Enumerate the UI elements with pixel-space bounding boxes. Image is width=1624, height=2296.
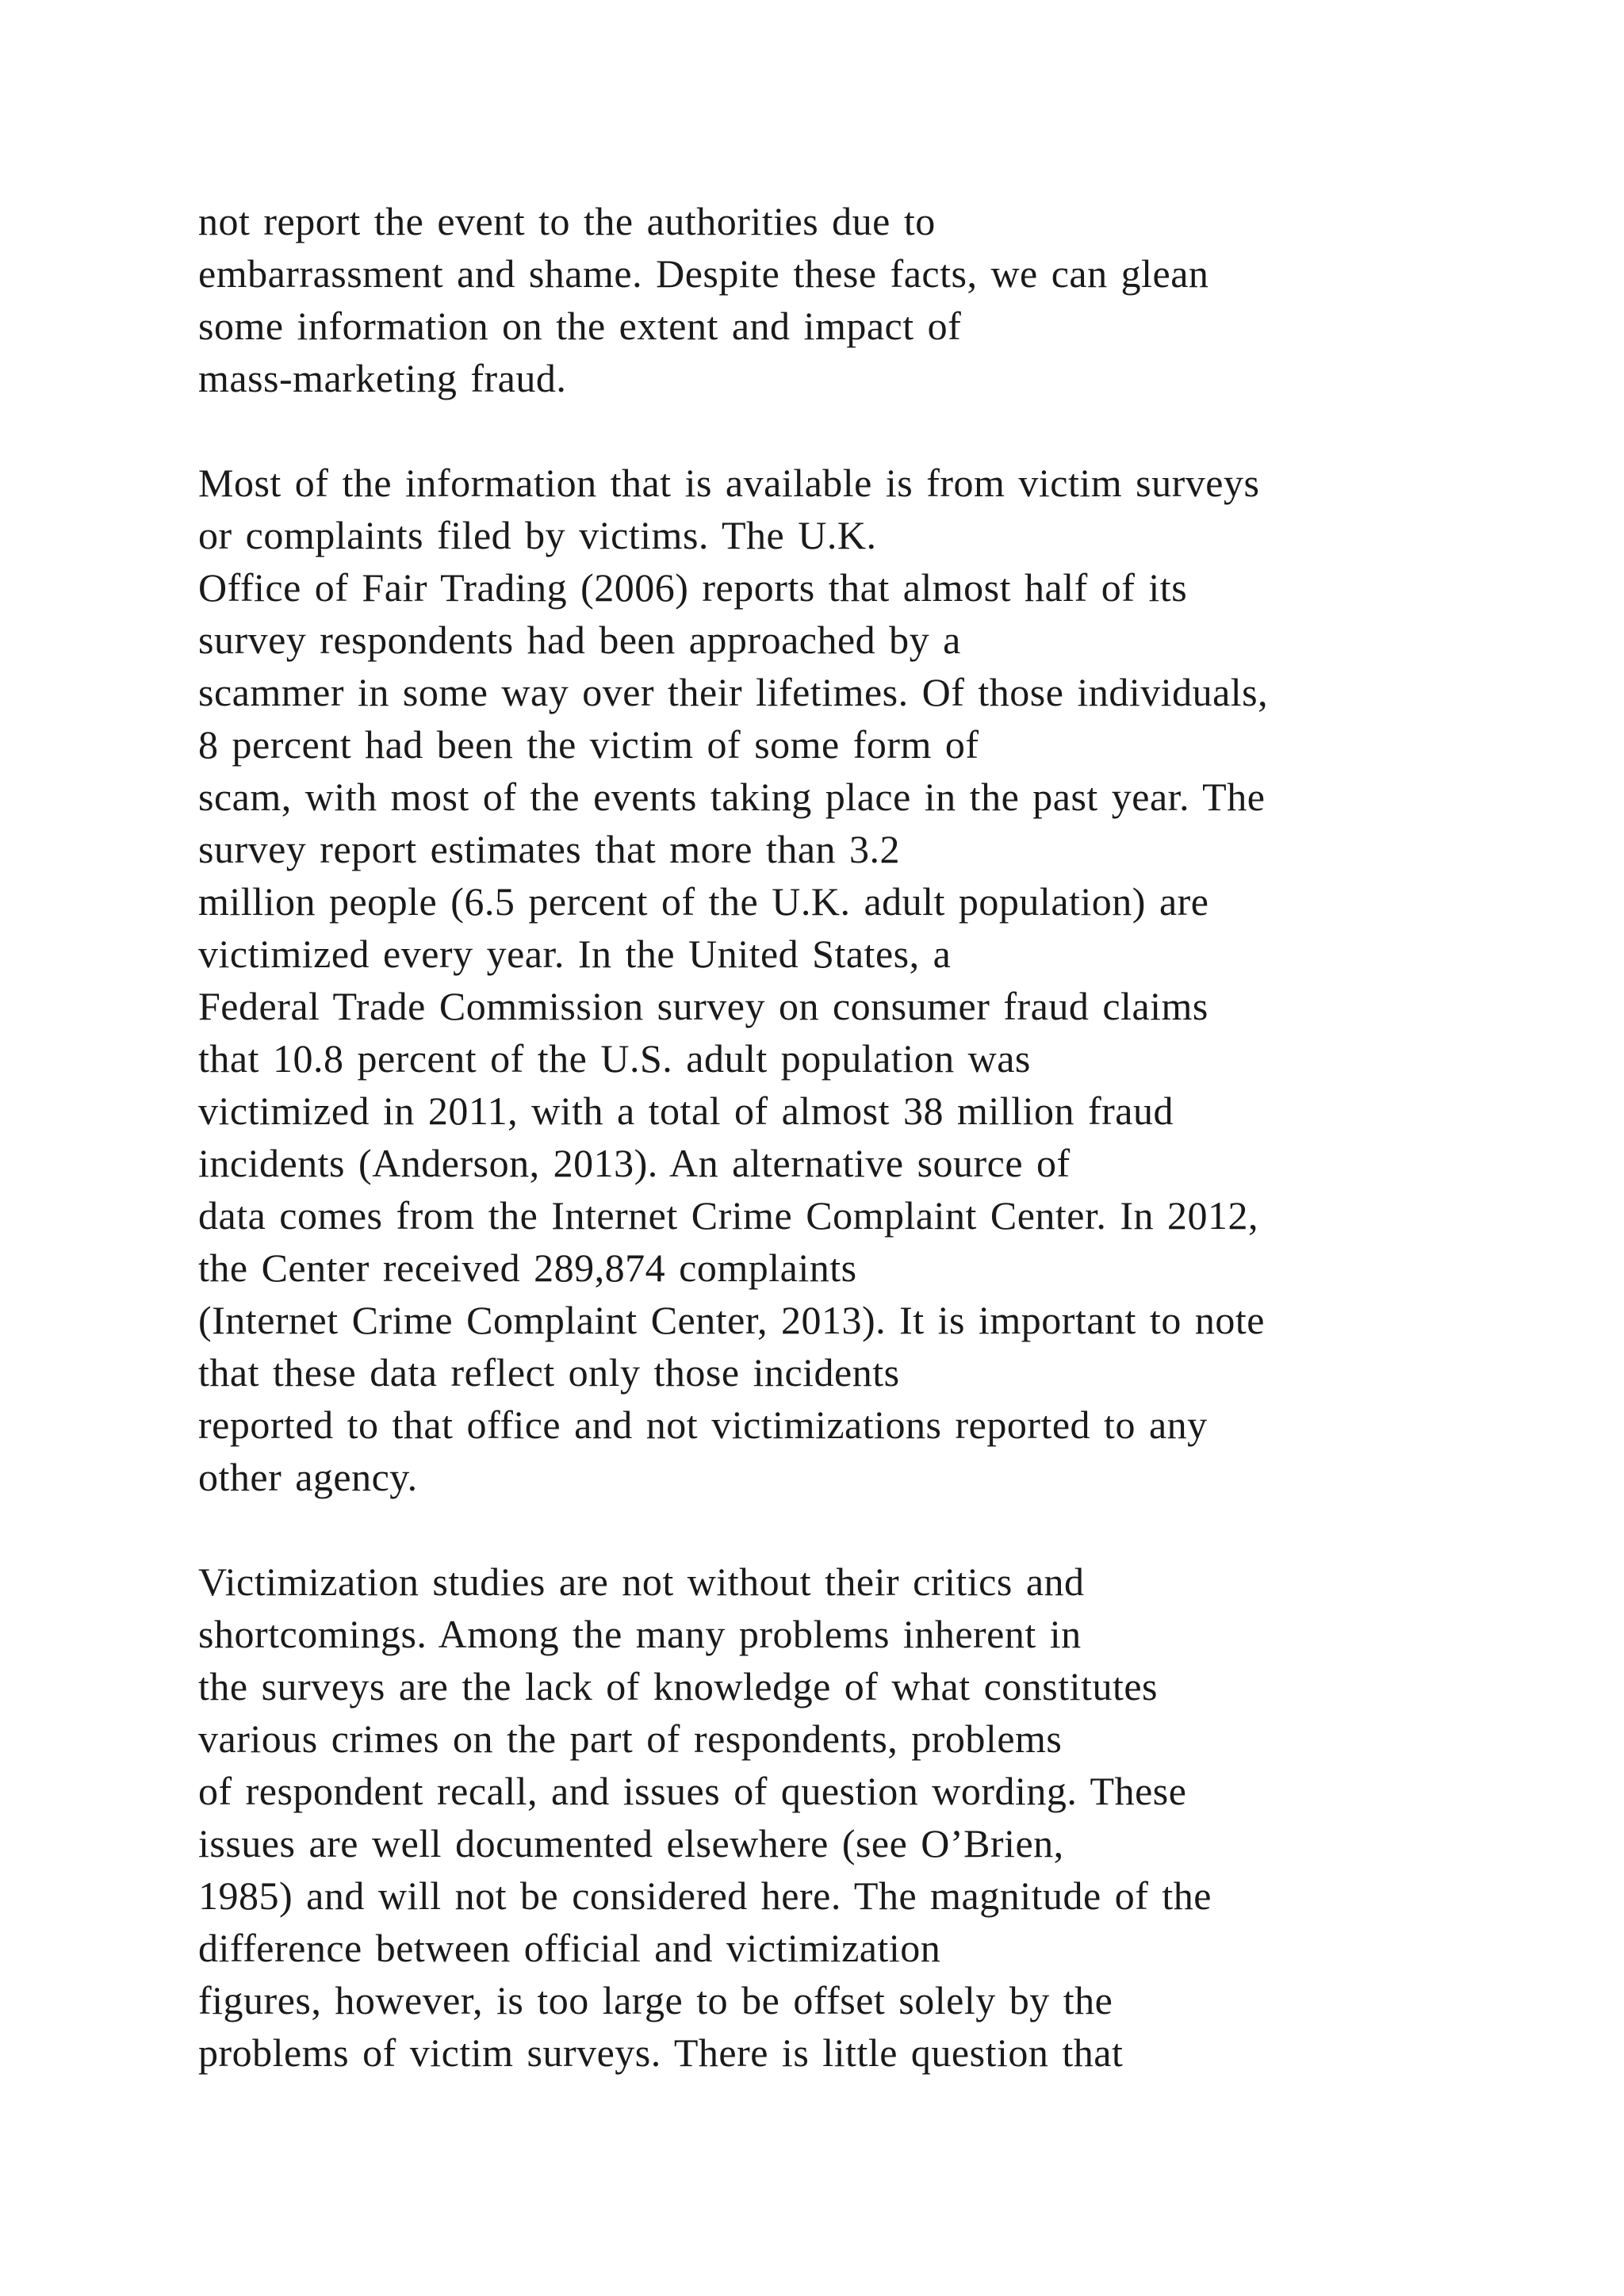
text-line: of respondent recall, and issues of question wording. These xyxy=(198,1769,1187,1813)
text-line: difference between official and victimization xyxy=(198,1926,941,1970)
text-line: Federal Trade Commission survey on consumer fraud claims xyxy=(198,984,1208,1028)
text-line: issues are well documented elsewhere (see O’Brien, xyxy=(198,1821,1064,1866)
text-line: embarrassment and shame. Despite these facts, we can glean xyxy=(198,251,1209,296)
text-line: Most of the information that is available is from victim surveys xyxy=(198,461,1260,505)
text-line: survey respondents had been approached by a xyxy=(198,618,961,662)
text-line: 1985) and will not be considered here. The magnitude of the xyxy=(198,1873,1212,1918)
paragraph-2 xyxy=(198,457,1483,1503)
body-text xyxy=(198,195,1483,2131)
text-line: Victimization studies are not without their critics and xyxy=(198,1559,1085,1604)
text-line: Office of Fair Trading (2006) reports that almost half of its xyxy=(198,565,1188,610)
text-line: problems of victim surveys. There is little question that xyxy=(198,2030,1124,2075)
text-line: reported to that office and not victimizations reported to any xyxy=(198,1402,1208,1447)
text-line: figures, however, is too large to be offset solely by the xyxy=(198,1978,1113,2022)
text-line: other agency. xyxy=(198,1455,418,1499)
text-line: the Center received 289,874 complaints xyxy=(198,1246,857,1290)
text-line: victimized in 2011, with a total of almost 38 million fraud xyxy=(198,1089,1174,1133)
text-line: (Internet Crime Complaint Center, 2013). It is important to note xyxy=(198,1298,1265,1342)
text-line: 8 percent had been the victim of some form of xyxy=(198,722,979,767)
text-line: shortcomings. Among the many problems inherent in xyxy=(198,1612,1082,1656)
text-line: the surveys are the lack of knowledge of what constitutes xyxy=(198,1664,1158,1709)
text-line: survey report estimates that more than 3.2 xyxy=(198,827,901,871)
text-line: that 10.8 percent of the U.S. adult population was xyxy=(198,1036,1031,1081)
paragraph-1 xyxy=(198,195,1483,404)
paragraph-3 xyxy=(198,1556,1483,2079)
text-line: that these data reflect only those incidents xyxy=(198,1350,900,1395)
text-line: various crimes on the part of respondents, problems xyxy=(198,1716,1063,1761)
text-line: incidents (Anderson, 2013). An alternative source of xyxy=(198,1141,1071,1185)
text-line: scammer in some way over their lifetimes. Of those individuals, xyxy=(198,670,1269,714)
text-line: million people (6.5 percent of the U.K. adult population) are xyxy=(198,879,1209,924)
text-line: victimized every year. In the United States, a xyxy=(198,932,952,976)
text-line: scam, with most of the events taking place in the past year. The xyxy=(198,775,1266,819)
text-line: or complaints filed by victims. The U.K. xyxy=(198,513,877,557)
text-line: mass-marketing fraud. xyxy=(198,356,567,400)
text-line: not report the event to the authorities due to xyxy=(198,199,936,243)
text-line: some information on the extent and impact of xyxy=(198,304,962,348)
text-line: data comes from the Internet Crime Complaint Center. In 2012, xyxy=(198,1193,1259,1238)
